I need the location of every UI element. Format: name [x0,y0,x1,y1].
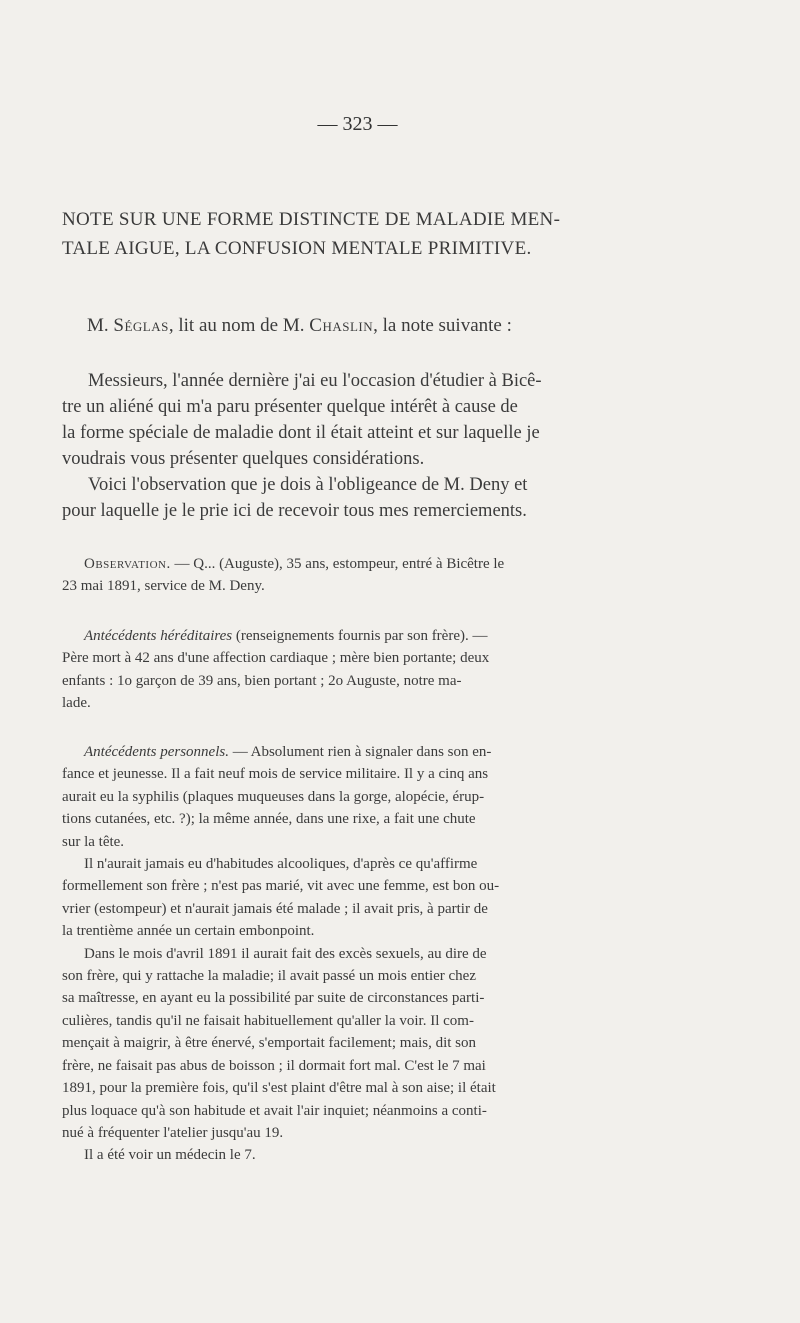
text-line: plus loquace qu'à son habitude et avait l'air inquiet; néanmoins a conti- [62,1102,487,1119]
author-name: Chaslin [309,315,374,336]
text-line: Messieurs, l'année dernière j'ai eu l'occasion d'étudier à Bicê- [88,371,542,391]
text-line: Il a été voir un médecin le 7. [84,1147,256,1164]
intro-line [87,312,687,340]
text-span: (renseignements fournis par son frère). — [232,628,488,644]
text-line: Père mort à 42 ans d'une affection cardiaque ; mère bien portante; deux [62,650,490,667]
observation-heading: Observation. [84,556,171,572]
lead-paragraph [62,368,684,524]
text-line: 23 mai 1891, service de M. Deny. [62,578,265,595]
text-line: tions cutanées, etc. ?); la même année, dans une rixe, a fait une chute [62,811,476,828]
text-line: tre un aliéné qui m'a paru présenter quelque intérêt à cause de [62,397,518,417]
text-line: aurait eu la syphilis (plaques muqueuses dans la gorge, alopécie, érup- [62,788,485,805]
observation-paragraph [62,553,684,598]
text-line: Il n'aurait jamais eu d'habitudes alcooliques, d'après ce qu'affirme [84,856,478,873]
text-line: la trentième année un certain embonpoint. [62,923,315,940]
text-span: — Q... (Auguste), 35 ans, estompeur, entré à Bicêtre le [170,556,505,572]
text-line [62,625,684,647]
text-line: vrier (estompeur) et n'aurait jamais été malade ; il avait pris, à partir de [62,900,488,917]
text-line: frère, ne faisait pas abus de boisson ; il dormait fort mal. C'est le 7 mai [62,1057,486,1074]
text-line: mençait à maigrir, à être énervé, s'emportait facilement; mais, dit son [62,1035,477,1052]
text-line: Dans le mois d'avril 1891 il aurait fait des excès sexuels, au dire de [84,945,487,962]
text-line: 1891, pour la première fois, qu'il s'est plaint d'être mal à son aise; il était [62,1080,496,1097]
title-line: TALE AIGUE, LA CONFUSION MENTALE PRIMITIVE. [62,238,532,259]
text-line: sur la tête. [62,833,125,850]
text-line: fance et jeunesse. Il a fait neuf mois de service militaire. Il y a cinq ans [62,766,489,783]
text-line [62,741,684,763]
intro-text: , lit au nom de M. [168,315,305,336]
text-line: lade. [62,695,91,712]
hereditary-heading: Antécédents héréditaires [84,628,233,644]
intro-text: , la note suivante : [373,315,512,336]
speaker-name: Séglas [113,315,169,336]
personal-paragraph [62,741,684,1167]
text-line [62,553,684,575]
text-line: son frère, qui y rattache la maladie; il avait passé un mois entier chez [62,968,477,985]
text-line: culières, tandis qu'il ne faisait habituellement qu'aller la voir. Il com- [62,1012,474,1029]
text-line: nué à fréquenter l'atelier jusqu'au 19. [62,1124,284,1141]
page-number: — 323 — [317,113,398,135]
personal-heading: Antécédents personnels. [84,744,229,760]
text-line: sa maîtresse, en ayant eu la possibilité par suite de circonstances parti- [62,990,485,1007]
text-line: pour laquelle je le prie ici de recevoir tous mes remerciements. [62,501,527,521]
text-line: formellement son frère ; n'est pas marié, vit avec une femme, est bon ou- [62,878,500,895]
text-line: enfants : 1o garçon de 39 ans, bien portant ; 2o Auguste, notre ma- [62,672,462,689]
intro-text: M. [87,315,109,336]
article-title [62,205,692,263]
title-line: NOTE SUR UNE FORME DISTINCTE DE MALADIE MEN- [62,209,561,230]
text-line: la forme spéciale de maladie dont il était atteint et sur laquelle je [62,423,540,443]
text-line: voudrais vous présenter quelques considérations. [62,449,425,469]
text-line: Voici l'observation que je dois à l'obligeance de M. Deny et [88,475,528,495]
text-span: — Absolument rien à signaler dans son en- [228,744,492,760]
hereditary-paragraph [62,625,684,715]
